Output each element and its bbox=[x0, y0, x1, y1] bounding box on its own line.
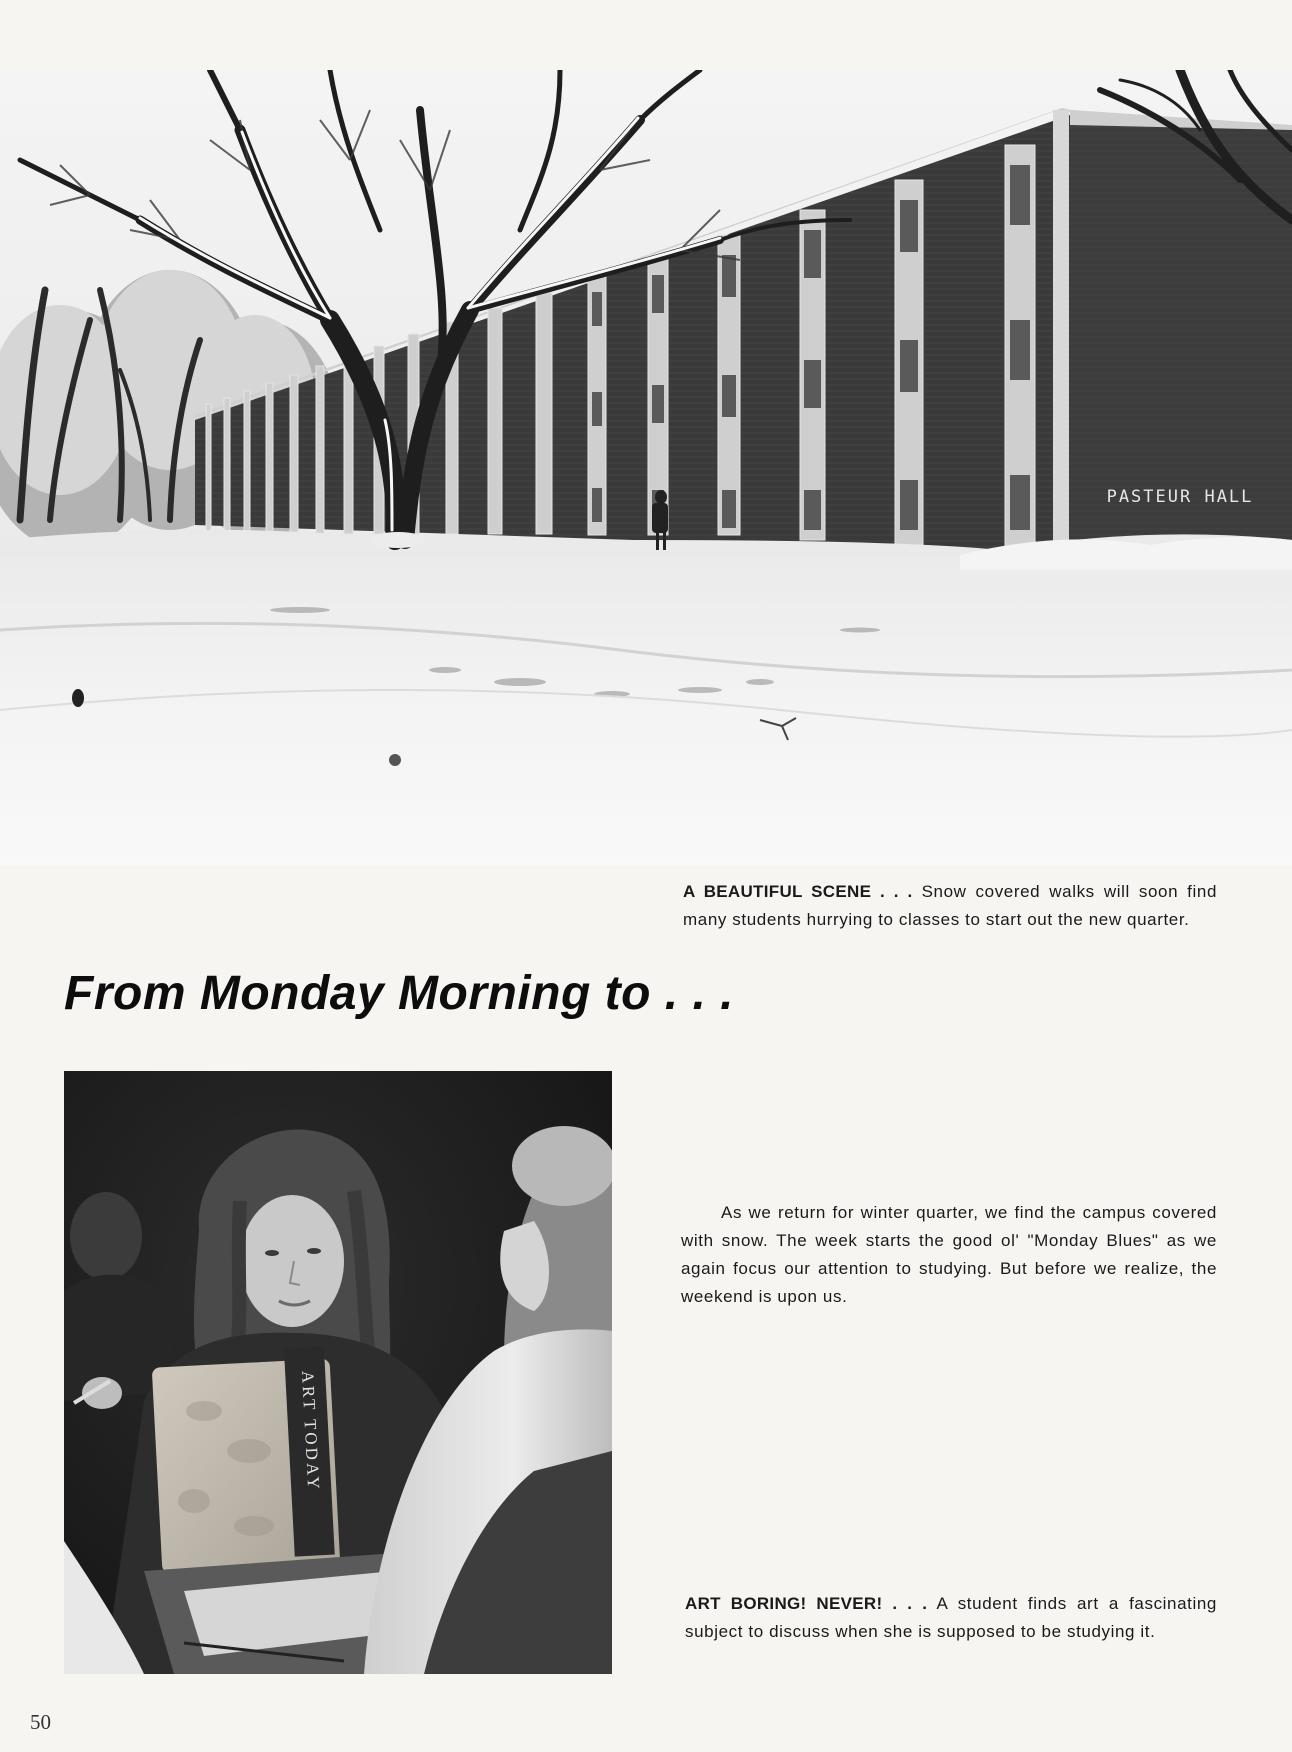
snow-photo-caption bbox=[683, 878, 1217, 934]
art-caption-lead: ART BORING! NEVER! . . . bbox=[685, 1594, 928, 1613]
student-art-photo bbox=[64, 1071, 612, 1674]
body-text: As we return for winter quarter, we find the campus covered with snow. The week starts the good ol' "Monday Blues" as we again focus our attention to studying. But before we realize, the weekend is upon us. bbox=[681, 1203, 1217, 1306]
art-photo-caption bbox=[685, 1590, 1217, 1646]
snow-caption-text: Snow covered walks will soon find many students hurrying to classes to start out the new quarter. bbox=[683, 882, 1217, 929]
page-number: 50 bbox=[30, 1710, 51, 1734]
page-headline: From Monday Morning to . . . bbox=[64, 967, 734, 1020]
snow-campus-photo bbox=[0, 70, 1292, 865]
snow-caption-lead: A BEAUTIFUL SCENE . . . bbox=[683, 882, 913, 901]
building-sign: PASTEUR HALL bbox=[1106, 487, 1254, 507]
art-caption-text: A student finds art a fascinating subject to discuss when she is supposed to be studying it. bbox=[685, 1594, 1217, 1641]
book-title: ART TODAY bbox=[298, 1370, 324, 1493]
